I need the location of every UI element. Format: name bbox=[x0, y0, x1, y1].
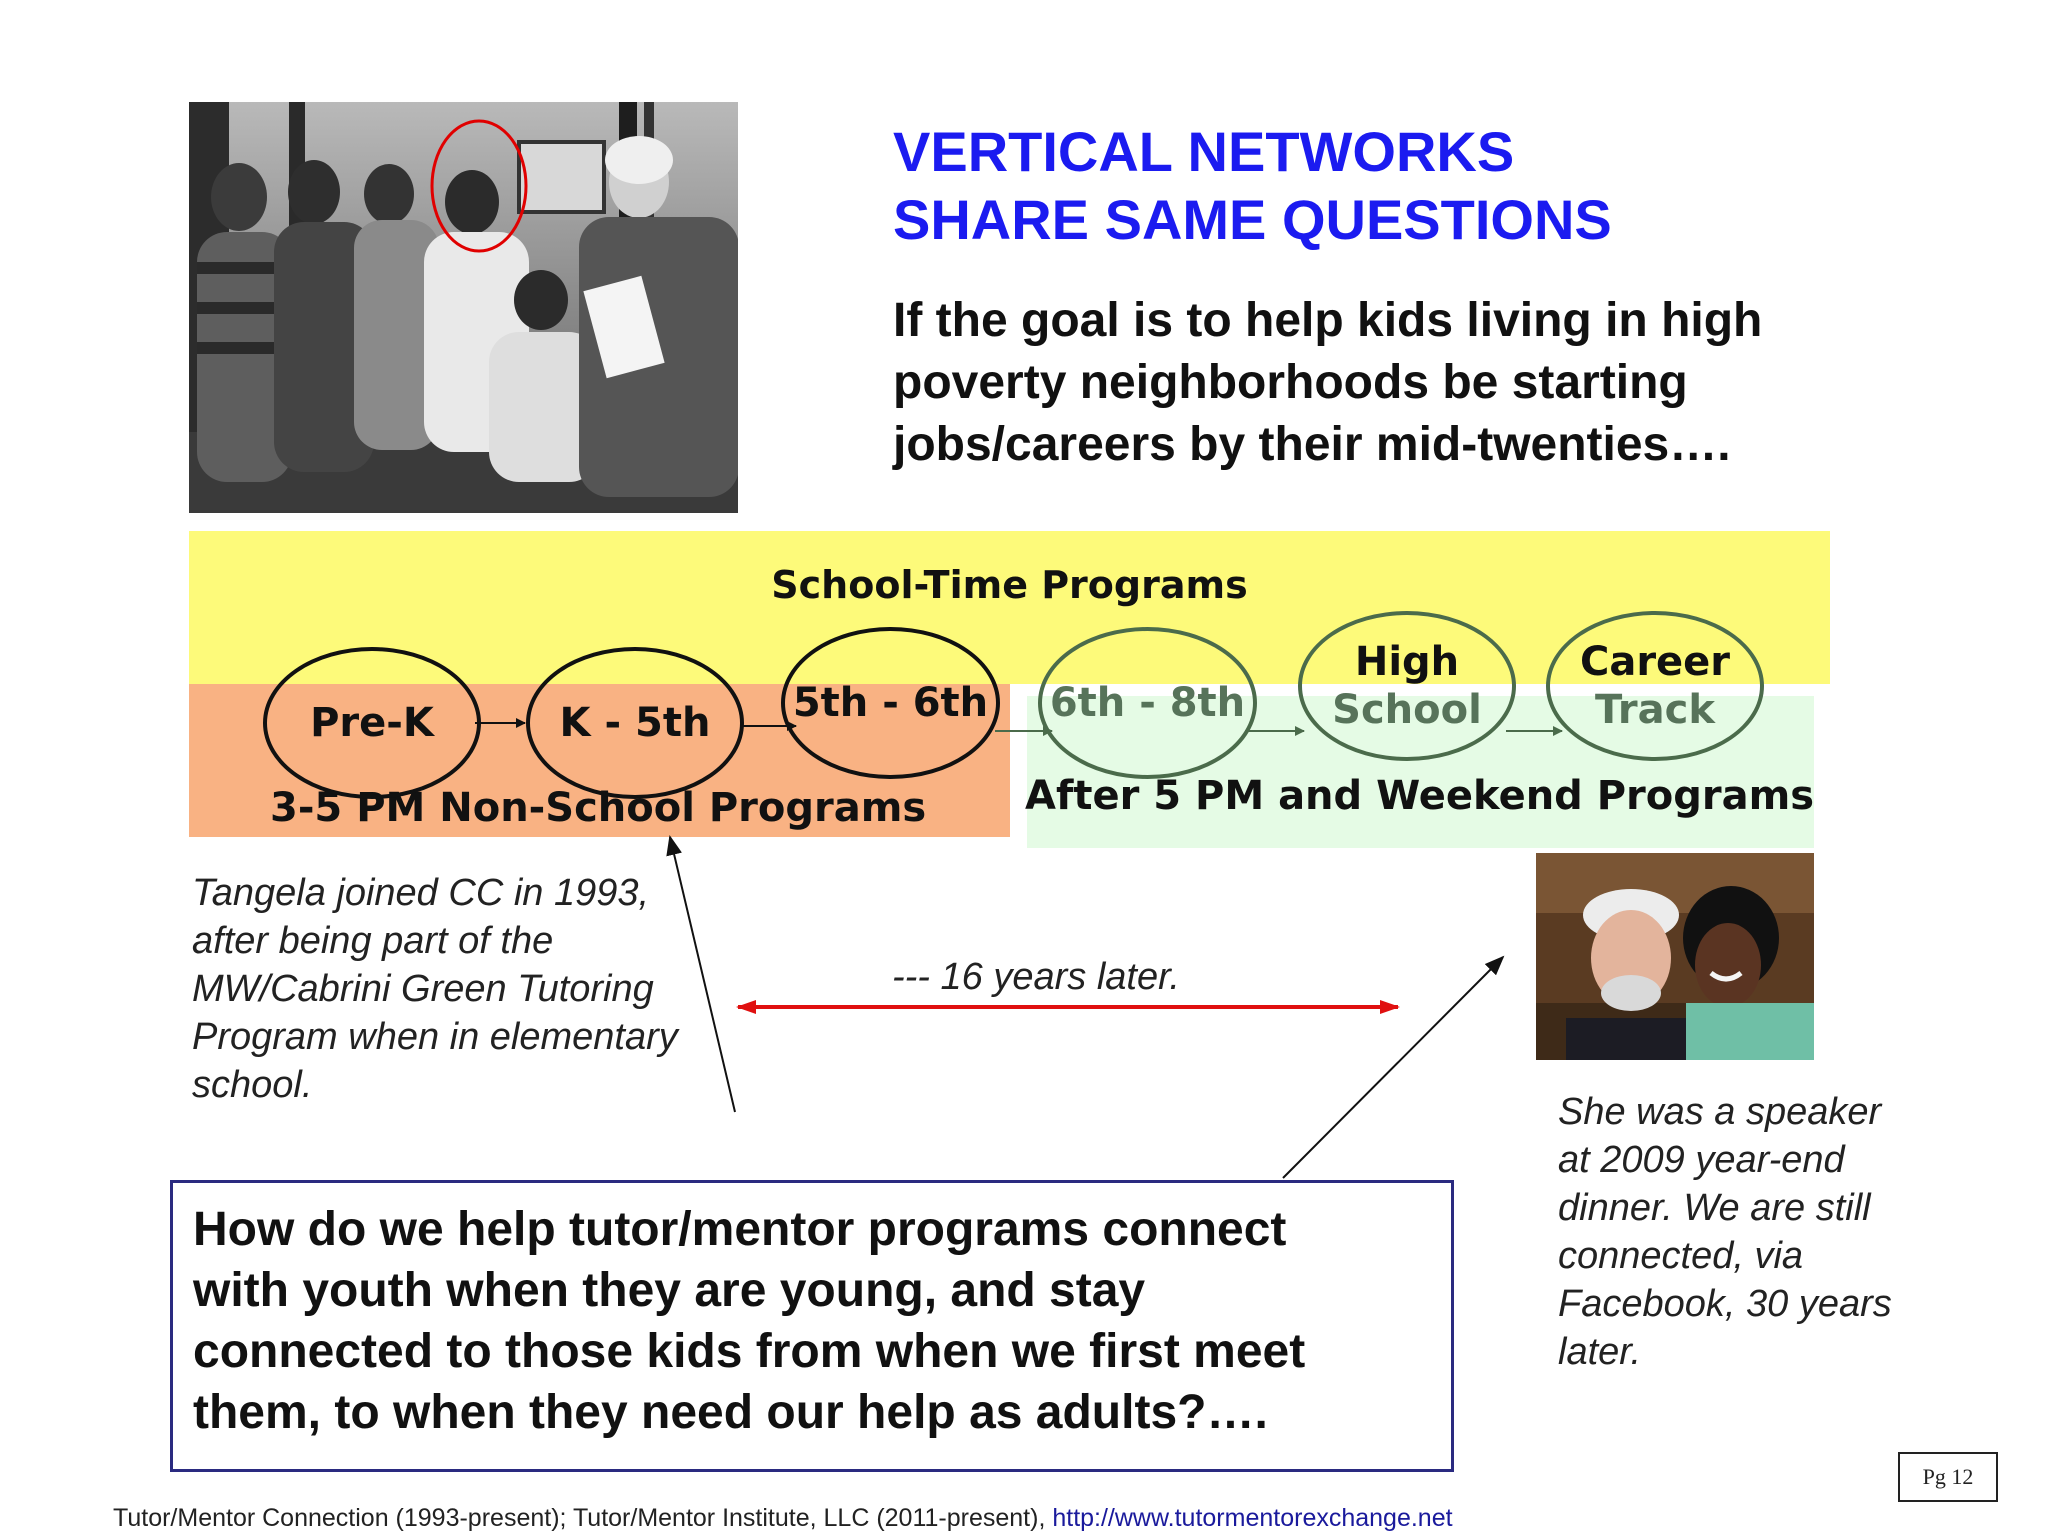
reunion-photo bbox=[1536, 853, 1814, 1060]
slide-title-line-2: SHARE SAME QUESTIONS bbox=[893, 188, 1612, 251]
stage-label: Pre-K bbox=[310, 700, 434, 746]
stage-label: 6th - 8th bbox=[1049, 680, 1246, 726]
page-number: Pg 12 bbox=[1898, 1452, 1998, 1502]
question-line-1: How do we help tutor/mentor programs connect bbox=[193, 1203, 1287, 1256]
goal-line-2: poverty neighborhoods be starting bbox=[893, 356, 1688, 409]
after-school-label: 3-5 PM Non-School Programs bbox=[270, 785, 927, 831]
right-note-line-3: dinner. We are still bbox=[1558, 1187, 1871, 1229]
stage-label: 5th - 6th bbox=[792, 680, 989, 726]
question-line-4: them, to when they need our help as adults?…. bbox=[193, 1386, 1268, 1439]
left-note-line-2: after being part of the bbox=[192, 920, 554, 962]
left-note bbox=[192, 869, 678, 1109]
slide-title-line-1: VERTICAL NETWORKS bbox=[893, 120, 1515, 183]
left-note-line-3: MW/Cabrini Green Tutoring bbox=[192, 968, 654, 1010]
pointer-arrow-left bbox=[670, 837, 735, 1112]
timespan-label: --- 16 years later. bbox=[892, 956, 1180, 998]
right-note-line-1: She was a speaker bbox=[1558, 1091, 1882, 1133]
stage-label-line-1: High bbox=[1354, 639, 1460, 685]
left-note-line-5: school. bbox=[192, 1064, 313, 1106]
right-note-line-6: later. bbox=[1558, 1331, 1642, 1373]
footer bbox=[113, 1504, 1453, 1533]
footer-text: Tutor/Mentor Connection (1993-present); Tutor/Mentor Institute, LLC (2011-present), bbox=[113, 1504, 1053, 1532]
question-line-2: with youth when they are young, and stay bbox=[193, 1264, 1146, 1317]
stage-label-line-1: Career bbox=[1579, 639, 1731, 685]
question-line-3: connected to those kids from when we first meet bbox=[193, 1325, 1306, 1378]
question-box bbox=[170, 1180, 1454, 1472]
school-time-label: School-Time Programs bbox=[771, 563, 1248, 607]
pointer-arrow-right bbox=[1283, 957, 1503, 1178]
goal-line-3: jobs/careers by their mid-twenties…. bbox=[893, 418, 1731, 471]
stage-label: K - 5th bbox=[559, 700, 711, 746]
left-note-line-1: Tangela joined CC in 1993, bbox=[192, 872, 650, 914]
right-note-line-5: Facebook, 30 years bbox=[1558, 1283, 1892, 1325]
footer-link[interactable]: http://www.tutormentorexchange.net bbox=[1052, 1504, 1453, 1532]
stage-label-line-2: School bbox=[1332, 687, 1482, 733]
right-note bbox=[1558, 1088, 1892, 1376]
left-note-line-4: Program when in elementary bbox=[192, 1016, 678, 1058]
goal-line-1: If the goal is to help kids living in high bbox=[893, 294, 1763, 347]
evening-weekend-label: After 5 PM and Weekend Programs bbox=[1025, 773, 1815, 819]
stage-label-line-2: Track bbox=[1595, 687, 1715, 733]
right-note-line-2: at 2009 year-end bbox=[1558, 1139, 1845, 1181]
right-note-line-4: connected, via bbox=[1558, 1235, 1804, 1277]
stage-connector-arrows bbox=[475, 723, 1562, 731]
